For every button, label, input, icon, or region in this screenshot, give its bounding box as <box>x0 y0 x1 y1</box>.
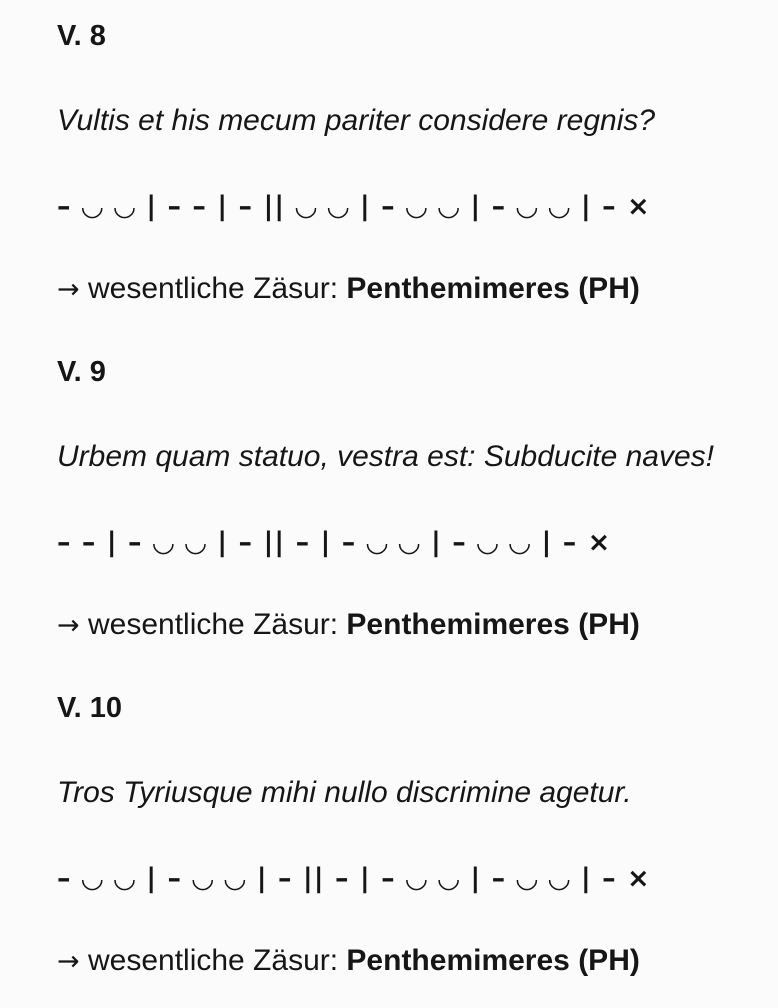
meter-scansion: – ◡ ◡ | – ◡ ◡ | – || – | – ◡ ◡ | – ◡ ◡ | – × <box>57 863 651 894</box>
arrow-right-icon: → <box>57 274 80 305</box>
verse-heading: V. 8 <box>57 20 106 52</box>
meter-scansion: – ◡ ◡ | – – | – || ◡ ◡ | – ◡ ◡ | – ◡ ◡ | – × <box>57 191 651 222</box>
verse-analysis <box>57 0 778 1008</box>
caesura-value: Penthemimeres (PH) <box>346 944 640 977</box>
meter-scansion: – – | – ◡ ◡ | – || – | – ◡ ◡ | – ◡ ◡ | – × <box>57 527 612 558</box>
caesura-label: wesentliche Zäsur: <box>87 272 347 305</box>
caesura-value: Penthemimeres (PH) <box>346 608 640 641</box>
caesura-label: wesentliche Zäsur: <box>87 944 347 977</box>
caesura-note <box>57 946 640 976</box>
caesura-value: Penthemimeres (PH) <box>346 272 640 305</box>
arrow-right-icon: → <box>57 610 80 641</box>
latin-verse: Urbem quam statuo, vestra est: Subducite naves! <box>57 440 714 473</box>
caesura-note <box>57 274 640 304</box>
latin-verse: Vultis et his mecum pariter considere regnis? <box>57 104 656 137</box>
caesura-note <box>57 610 640 640</box>
verse-9 <box>57 336 778 672</box>
verse-10 <box>57 672 778 1008</box>
latin-verse: Tros Tyriusque mihi nullo discrimine agetur. <box>57 776 632 809</box>
verse-heading: V. 10 <box>57 692 123 724</box>
verse-heading: V. 9 <box>57 356 106 388</box>
caesura-label: wesentliche Zäsur: <box>87 608 347 641</box>
verse-8 <box>57 0 778 336</box>
arrow-right-icon: → <box>57 946 80 977</box>
